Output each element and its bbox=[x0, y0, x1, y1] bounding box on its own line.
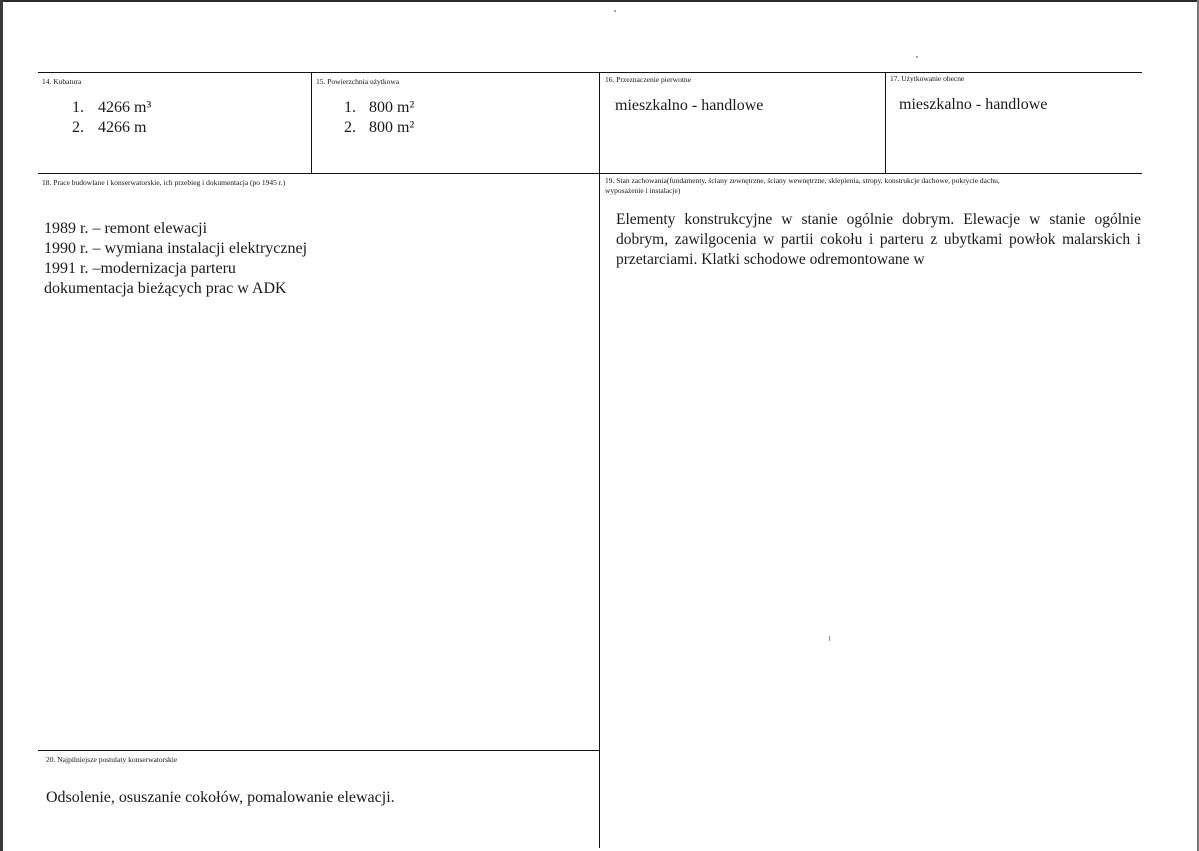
field-19-label-line-1: 19. Stan zachowania(fundamenty, ściany zewnętrzne, ściany wewnętrzne, sklepienia, stropy, konstrukcje dachowe, pokrycie dachu, bbox=[605, 176, 1000, 185]
field-18-line-2: 1990 r. – wymiana instalacji elektrycznej bbox=[44, 240, 308, 257]
field-14-item-2-value: 4266 m bbox=[98, 119, 147, 136]
divider-16-17 bbox=[885, 72, 886, 173]
page-edge-top bbox=[0, 0, 1199, 2]
field-15-item-1-value: 800 m² bbox=[369, 99, 415, 116]
field-19-label-line-2: wyposażenie i instalacje) bbox=[605, 186, 681, 195]
row-divider-1 bbox=[38, 173, 1142, 174]
field-18-line-4: dokumentacja bieżących prac w ADK bbox=[44, 280, 287, 297]
field-15-item-2-num: 2. bbox=[344, 119, 356, 136]
field-15-item-1-num: 1. bbox=[344, 99, 356, 116]
field-17-label: 17. Użytkowanie obecne bbox=[890, 74, 965, 83]
scan-speck bbox=[829, 636, 830, 641]
field-20-value: Odsolenie, osuszanie cokołów, pomalowanie elewacji. bbox=[46, 789, 395, 806]
field-16-value: mieszkalno - handlowe bbox=[615, 97, 764, 114]
field-19-text: Elementy konstrukcyjne w stanie ogólnie dobrym. Elewacje w stanie ogólnie dobrym, zawilgocenia w partii cokołu i parteru z ubytkami powłok malarskich i przetarciami. Klatki schodowe odremontowane w bbox=[616, 211, 1141, 268]
field-14-label: 14. Kubatura bbox=[42, 77, 82, 86]
divider-center bbox=[599, 72, 600, 848]
field-18-label: 18. Prace budowlane i konserwatorskie, ich przebieg i dokumentacja (po 1945 r.) bbox=[42, 178, 286, 187]
page-edge-left bbox=[0, 0, 3, 851]
field-20-label: 20. Najpilniejsze postulaty konserwatorskie bbox=[46, 755, 178, 764]
field-18-line-3: 1991 r. –modernizacja parteru bbox=[44, 260, 236, 277]
field-14-item-2-num: 2. bbox=[72, 119, 84, 136]
field-17-value: mieszkalno - handlowe bbox=[899, 96, 1048, 113]
divider-14-15 bbox=[311, 72, 312, 173]
field-15-item-2-value: 800 m² bbox=[369, 119, 415, 136]
field-15-label: 15. Powierzchnia użytkowa bbox=[316, 77, 400, 86]
field-14-item-1-value: 4266 m³ bbox=[98, 99, 152, 116]
form-top-border bbox=[38, 72, 1142, 73]
field-16-label: 16. Przeznaczenie pierwotne bbox=[605, 75, 691, 84]
scan-speck bbox=[614, 10, 616, 12]
field-14-item-1-num: 1. bbox=[72, 99, 84, 116]
row-divider-20 bbox=[38, 750, 600, 751]
field-18-line-1: 1989 r. – remont elewacji bbox=[44, 220, 208, 237]
scan-speck bbox=[916, 56, 918, 58]
